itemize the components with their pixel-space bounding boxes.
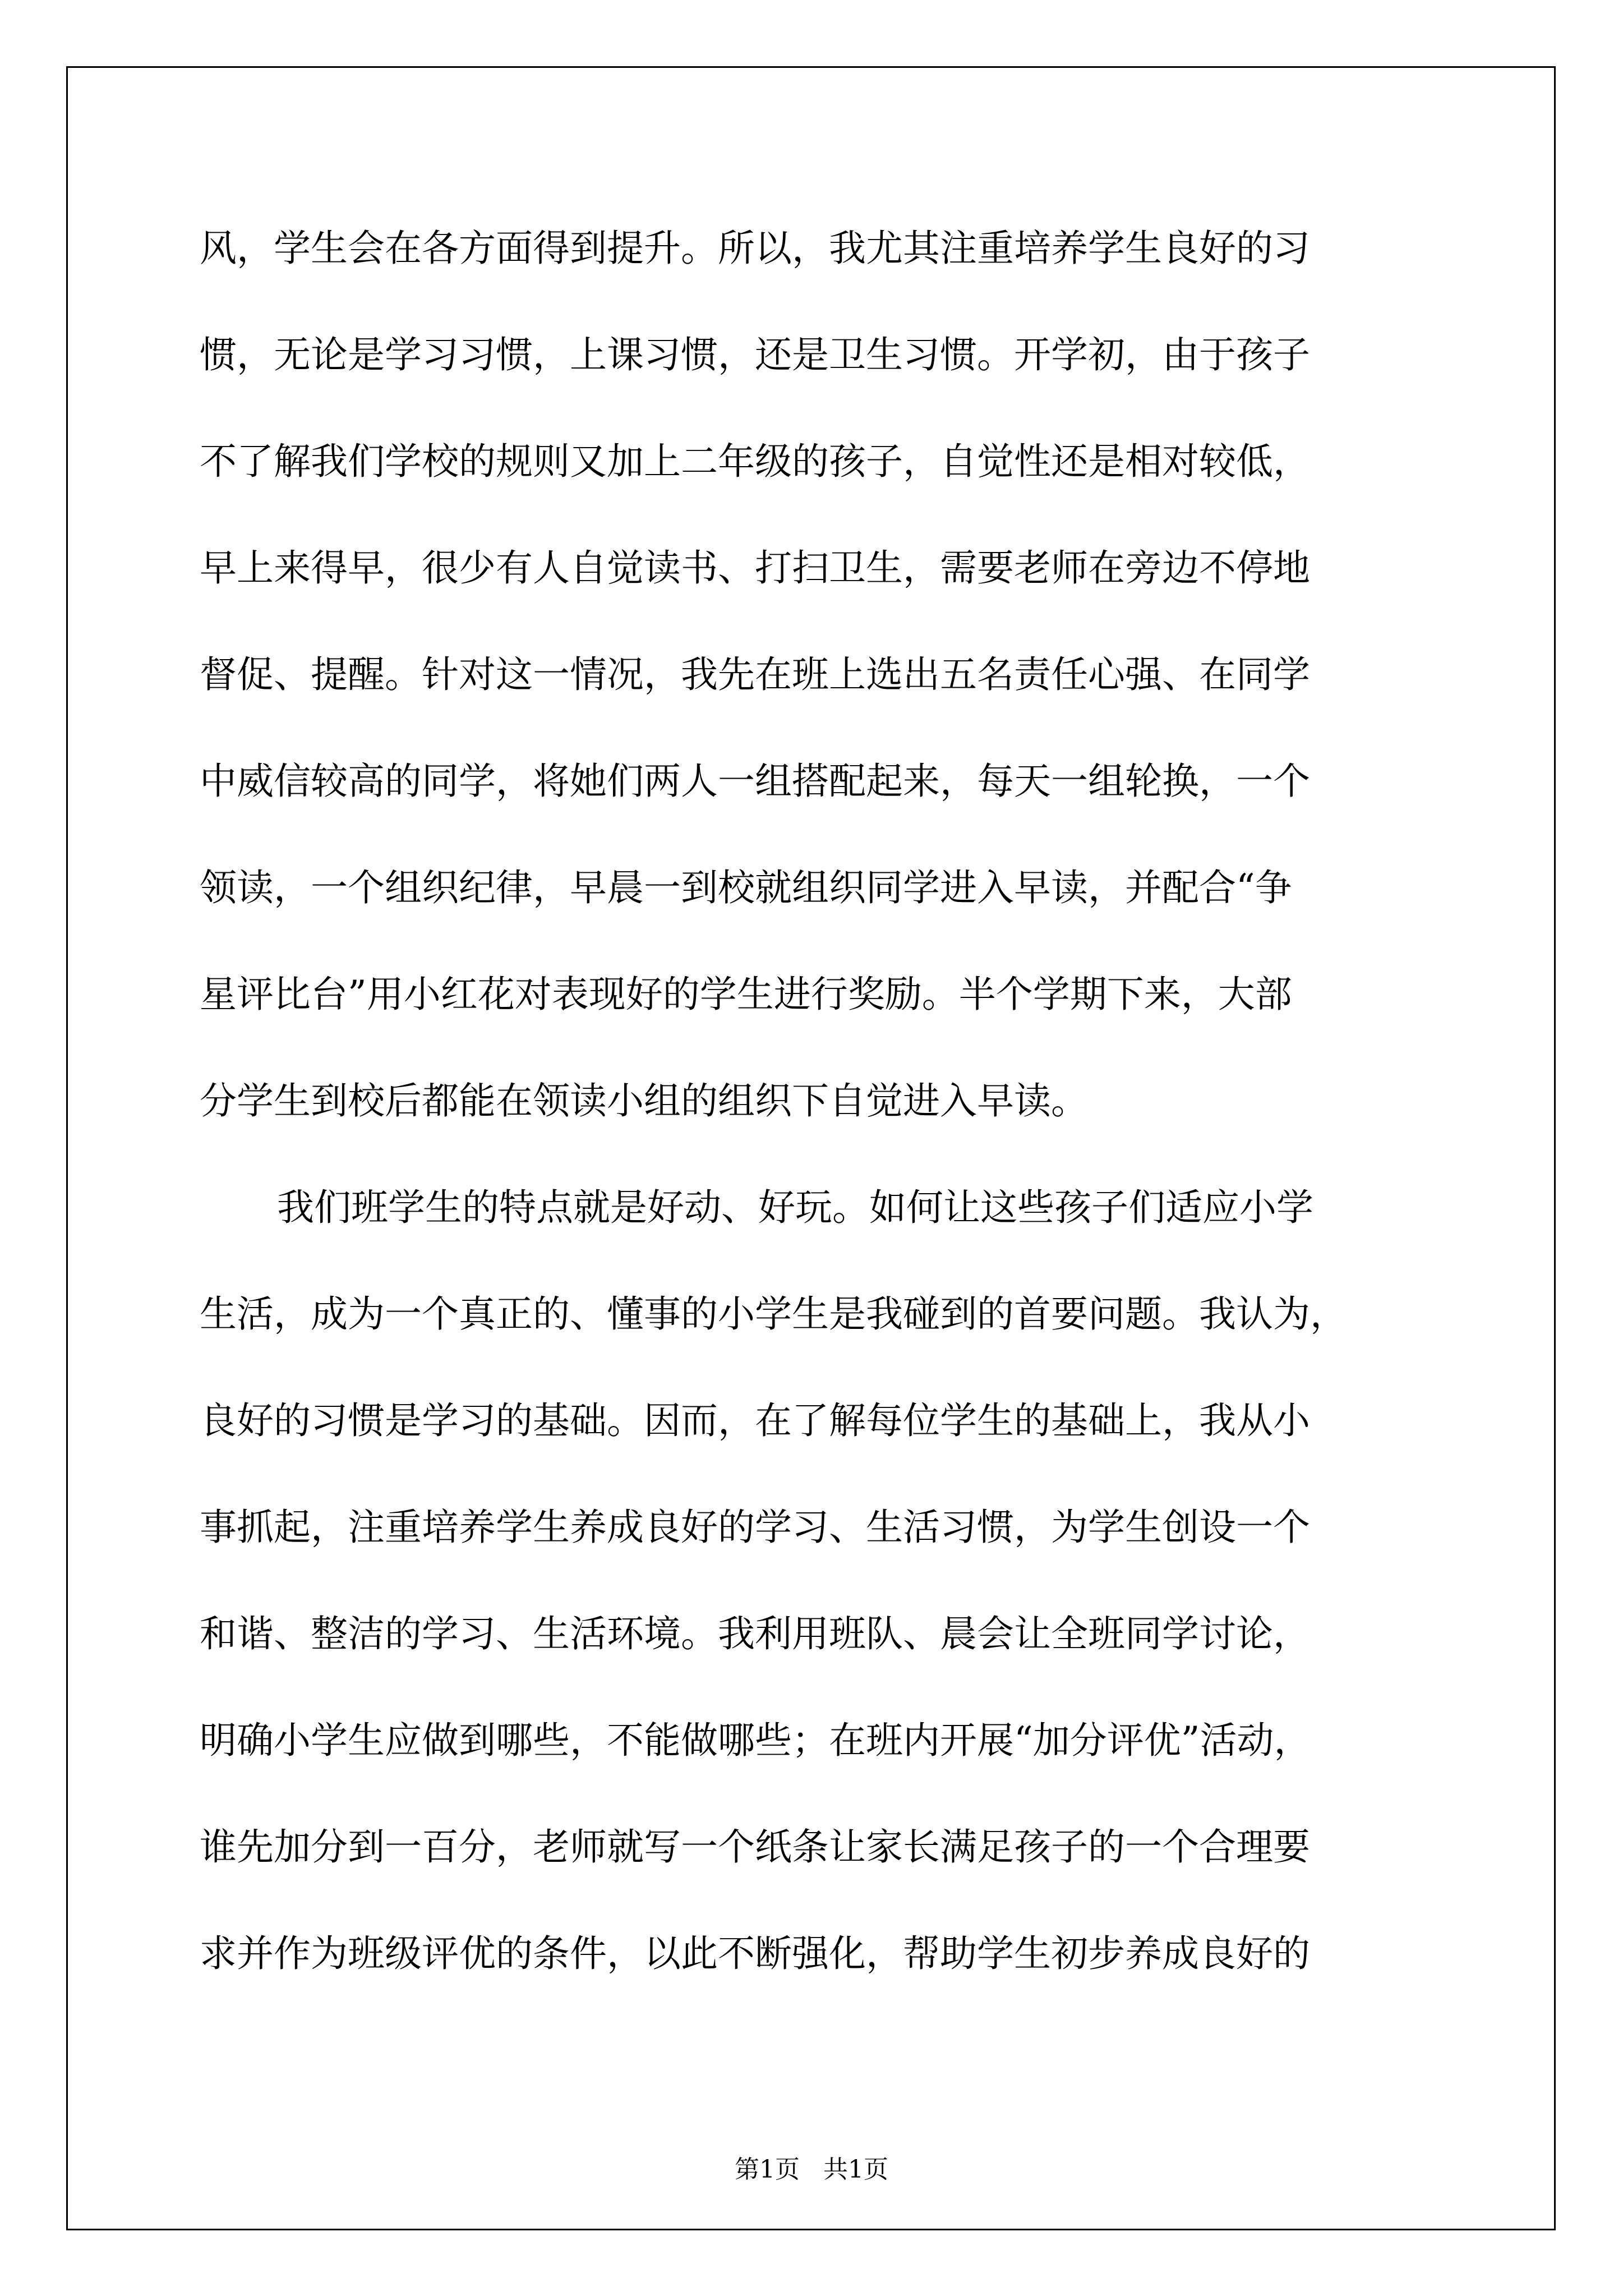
text-line-17: 求并作为班级评优的条件，以此不断强化，帮助学生初步养成良好的 (200, 1932, 1310, 1975)
text-line-7: 领读，一个组织纪律，早晨一到校就组织同学进入早读，并配合“争 (200, 866, 1292, 909)
text-line-11: 生活，成为一个真正的、懂事的小学生是我碰到的首要问题。我认为， (200, 1292, 1347, 1336)
text-line-14: 和谐、整洁的学习、生活环境。我利用班队、晨会让全班同学讨论， (200, 1612, 1310, 1655)
text-line-9: 分学生到校后都能在领读小组的组织下自觉进入早读。 (200, 1079, 1088, 1122)
text-line-8: 星评比台”用小红花对表现好的学生进行奖励。半个学期下来，大部 (200, 973, 1292, 1016)
text-line-2: 惯，无论是学习习惯，上课习惯，还是卫生习惯。开学初，由于孩子 (200, 333, 1310, 376)
text-line-15: 明确小学生应做到哪些，不能做哪些；在班内开展“加分评优”活动， (200, 1719, 1311, 1762)
page-border (66, 66, 1556, 2230)
page-footer: 第1页 共1页 (735, 2155, 888, 2184)
text-line-12: 良好的习惯是学习的基础。因而，在了解每位学生的基础上，我从小 (200, 1399, 1310, 1442)
text-line-4: 早上来得早，很少有人自觉读书、打扫卫生，需要老师在旁边不停地 (200, 546, 1310, 590)
text-line-1: 风，学生会在各方面得到提升。所以，我尤其注重培养学生良好的习 (200, 227, 1310, 270)
text-line-16: 谁先加分到一百分，老师就写一个纸条让家长满足孩子的一个合理要 (200, 1825, 1310, 1869)
text-line-13: 事抓起，注重培养学生养成良好的学习、生活习惯，为学生创设一个 (200, 1506, 1310, 1549)
text-line-5: 督促、提醒。针对这一情况，我先在班上选出五名责任心强、在同学 (200, 653, 1310, 696)
text-line-6: 中威信较高的同学，将她们两人一组搭配起来，每天一组轮换，一个 (200, 760, 1310, 803)
text-line-3: 不了解我们学校的规则又加上二年级的孩子，自觉性还是相对较低， (200, 440, 1310, 483)
text-line-10: 我们班学生的特点就是好动、好玩。如何让这些孩子们适应小学 (277, 1186, 1313, 1229)
